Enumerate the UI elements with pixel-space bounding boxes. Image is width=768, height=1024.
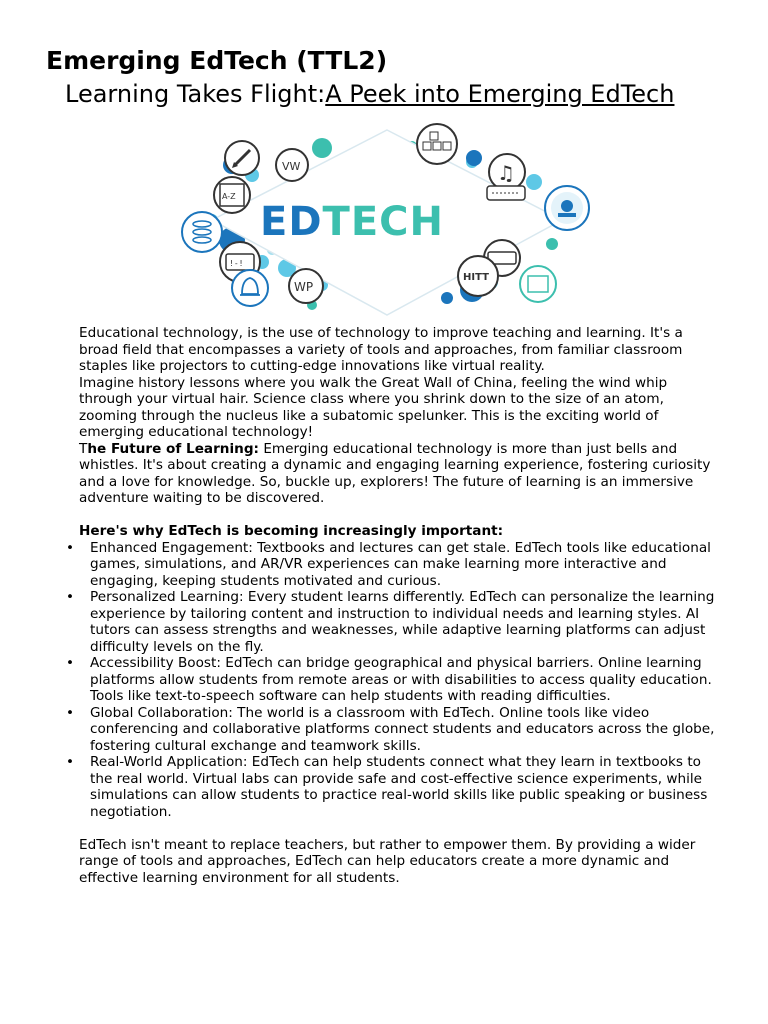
why-heading [79,523,724,540]
apple-icon [545,186,589,230]
imagine-paragraph: Imagine history lessons where you walk the Great Wall of China, feeling the wind whip through your virtual hair. Science class where you shrink down to the size of an atom, zooming through the nucleus like a subatomic spelunker. This is the exciting world of emerging educational technology! [79,374,668,440]
list-item-text: Accessibility Boost: EdTech can bridge geographical and physical barriers. Online learning platforms allow students from remote areas or with disabilities to access quality education. Tools like text-to-speech software can help students with reading difficulties. [90,655,712,704]
book-icon [276,149,308,181]
music-icon [489,154,525,190]
wordpress-icon [289,269,323,303]
list-item [66,704,724,755]
cylinder-icon [182,212,222,252]
abc-keys-icon [417,124,457,164]
list-item-text: Enhanced Engagement: Textbooks and lectures can get stale. EdTech tools like educational games, simulations, and AR/VR experiences can make learning more interactive and engaging, keeping students motivated and curious. [90,539,711,589]
subtitle-underlined: A Peek into Emerging EdTech [325,80,675,108]
future-paragraph [79,441,724,507]
importance-list [66,539,724,821]
bullet-marker: • [66,539,75,556]
intro-paragraph: Educational technology, is the use of technology to improve teaching and learning. It's a broad field that encompasses a variety of tools and approaches, from familiar classroom staples like projectors to cutting-edge innovations like virtual reality. [79,325,683,374]
vw-badge-text: VW [282,160,301,173]
svg-text:!-!: !-! [229,259,244,268]
bell-icon [232,270,268,306]
svg-text:♫: ♫ [497,161,515,185]
a-z-icon [214,177,250,213]
subtitle-lead: Learning Takes Flight: [65,80,326,108]
list-item-text: Real-World Application: EdTech can help students connect what they learn in textbooks to the real world. Virtual labs can provide safe and cost-effective science experiments, while simulations can allow students to practice real-world skills like public speaking or business negotiation. [90,754,708,820]
keyboard-icon [487,186,525,200]
a-z-badge-text: A-Z [222,192,236,201]
bullet-marker: • [66,754,75,770]
list-item [66,589,724,655]
image-icon [520,266,556,302]
document-title: Emerging EdTech (TTL2) [46,46,388,75]
edtech-logo-text: EDTECH [260,199,444,245]
wp-badge-text: WP [294,280,314,294]
edtech-illustration [172,120,602,320]
list-item [66,655,724,705]
future-heading: he Future of Learning: [87,440,259,457]
list-item-text: Personalized Learning: Every student learns differently. EdTech can personalize the learning experience by tailoring content and instruction to individual needs and learning styles. AI tutors can assess strengths and weaknesses, while adaptive learning platforms can adjust difficulty levels on the fly. [90,589,715,655]
list-item [66,539,724,590]
document-body [66,325,724,886]
future-text: Emerging educational technology is more than just bells and whistles. It's about creating a dynamic and engaging learning experience, fostering curiosity and a love for knowledge. So, buckle up, explorers! The future of learning is an immersive adventure waiting to be discovered. [79,440,711,506]
edtech-hero-image [172,120,602,320]
bullet-marker: • [66,589,75,605]
why-heading-text: Here's why EdTech is becoming increasingly important: [79,523,504,539]
list-item [66,754,724,820]
future-prefix: T [79,440,88,457]
document-subtitle [65,80,674,108]
closing-paragraph: EdTech isn't meant to replace teachers, but rather to empower them. By providing a wider range of tools and approaches, EdTech can help educators create a more dynamic and effective learning environment for all students. [79,836,696,886]
hitt-badge-text: HITT [463,272,489,283]
bullet-marker: • [66,655,75,671]
list-item-text: Global Collaboration: The world is a classroom with EdTech. Online tools like video conferencing and collaborative platforms connect students and educators across the globe, fostering cultural exchange and teamwork skills. [90,704,715,754]
pencil-icon [225,141,259,175]
hitt-icon [458,256,498,296]
bullet-marker: • [66,704,75,721]
